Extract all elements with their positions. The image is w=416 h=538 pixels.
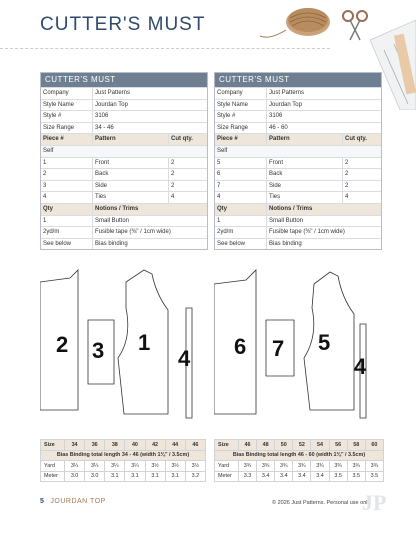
- notion-name: Bias binding: [95, 240, 128, 247]
- yard-cell: 3¼: [105, 461, 125, 472]
- bias-binding-label: Bias Binding total length 46 - 60 (width 1⅜" / 3.5cm): [215, 450, 384, 461]
- meter-cell: 3.5: [365, 471, 383, 482]
- piece-name: Side: [93, 181, 169, 192]
- piece-qty: 2: [345, 182, 349, 189]
- info-label: Style Name: [41, 100, 93, 111]
- col-header: Piece #: [41, 134, 93, 145]
- info-label: Company: [215, 88, 267, 99]
- yard-cell: 3½: [185, 461, 205, 472]
- pattern-layout-46-60: [214, 268, 384, 420]
- meter-cell: 3.4: [311, 471, 329, 482]
- size-cell: 58: [347, 440, 365, 451]
- pattern-name: JOURDAN TOP: [50, 498, 106, 505]
- size-cell: 56: [329, 440, 347, 451]
- meter-cell: 3.1: [145, 471, 165, 482]
- yard-cell: 3¾: [311, 461, 329, 472]
- info-label: Size Range: [41, 123, 93, 134]
- meter-cell: 3.4: [293, 471, 311, 482]
- piece-number: 6: [215, 169, 267, 180]
- scissors-icon: [343, 11, 367, 40]
- size-cell: 50: [275, 440, 293, 451]
- piece-label: 2: [56, 332, 69, 357]
- piece-qty: 2: [345, 171, 349, 178]
- yard-cell: 3¼: [85, 461, 105, 472]
- page-number: 5: [40, 498, 45, 505]
- size-cell: 34: [65, 440, 85, 451]
- col-header: Qty: [215, 204, 267, 215]
- meter-cell: 3.3: [239, 471, 257, 482]
- meter-cell: 3.4: [257, 471, 275, 482]
- notion-name: Small Button: [95, 217, 130, 224]
- meter-cell: 3.5: [347, 471, 365, 482]
- size-cell: 46: [185, 440, 205, 451]
- size-cell: 48: [257, 440, 275, 451]
- piece-label: 4: [354, 354, 367, 379]
- notion-name: Small Button: [269, 217, 304, 224]
- piece-qty: 2: [171, 171, 175, 178]
- piece-qty: 2: [345, 159, 349, 166]
- table-header: CUTTER'S MUST: [215, 73, 381, 87]
- col-header: Cut qty.: [171, 136, 193, 143]
- info-label: Size Range: [215, 123, 267, 134]
- info-value: Jourdan Top: [269, 101, 302, 108]
- row-label: Yard: [215, 461, 239, 472]
- info-value: Just Patterns: [269, 90, 305, 96]
- piece-qty: 4: [171, 194, 175, 201]
- size-cell: 42: [145, 440, 165, 451]
- notion-name: Fusible tape (⅜" / 1cm wide): [269, 229, 345, 236]
- piece-number: 5: [215, 158, 267, 169]
- cutters-must-table-46-60: [214, 72, 382, 250]
- piece-label: 1: [138, 330, 151, 355]
- yard-cell: 3¼: [125, 461, 145, 472]
- piece-label: 4: [178, 346, 191, 371]
- size-label: Size: [41, 440, 65, 451]
- yardage-table-46-60: [214, 439, 384, 482]
- notion-qty: 2yd/m: [41, 227, 93, 238]
- yard-cell: 3¾: [257, 461, 275, 472]
- size-cell: 36: [85, 440, 105, 451]
- col-header: Cut qty.: [345, 136, 367, 143]
- meter-cell: 3.1: [125, 471, 145, 482]
- size-cell: 38: [105, 440, 125, 451]
- row-label: Yard: [41, 461, 65, 472]
- meter-cell: 3.5: [329, 471, 347, 482]
- piece-label: 5: [318, 330, 331, 355]
- piece-qty: 2: [171, 159, 175, 166]
- notion-qty: See below: [215, 239, 267, 250]
- meter-cell: 3.4: [275, 471, 293, 482]
- group-label: Self: [217, 147, 228, 154]
- yard-cell: 3¼: [65, 461, 85, 472]
- copyright-notice: © 2026 Just Patterns. Personal use only.: [272, 500, 372, 506]
- piece-name: Ties: [267, 192, 343, 203]
- piece-number: 2: [41, 169, 93, 180]
- col-header: Pattern: [267, 134, 343, 145]
- piece-number: 4: [215, 192, 267, 203]
- size-label: Size: [215, 440, 239, 451]
- piece-qty: 4: [345, 194, 349, 201]
- yardage-table-34-46: [40, 439, 206, 482]
- size-cell: 40: [125, 440, 145, 451]
- piece-name: Back: [93, 169, 169, 180]
- info-label: Style #: [215, 111, 267, 122]
- piece-qty: 2: [171, 182, 175, 189]
- info-value: 3106: [95, 113, 109, 120]
- notion-qty: 1: [41, 216, 93, 227]
- piece-number: 3: [41, 181, 93, 192]
- size-cell: 46: [239, 440, 257, 451]
- row-label: Meter: [215, 471, 239, 482]
- thread-spool-icon: [260, 8, 330, 37]
- yard-cell: 3½: [145, 461, 165, 472]
- yard-cell: 3½: [165, 461, 185, 472]
- page-title: CUTTER'S MUST: [40, 14, 206, 35]
- info-label: Company: [41, 88, 93, 99]
- table-header: CUTTER'S MUST: [41, 73, 207, 87]
- piece-label: 3: [92, 338, 105, 363]
- piece-name: Back: [267, 169, 343, 180]
- col-header: Notions / Trims: [269, 205, 313, 212]
- size-cell: 52: [293, 440, 311, 451]
- size-cell: 54: [311, 440, 329, 451]
- yard-cell: 3¾: [293, 461, 311, 472]
- size-cell: 44: [165, 440, 185, 451]
- col-header: Piece #: [215, 134, 267, 145]
- piece-name: Ties: [93, 192, 169, 203]
- notion-qty: 2yd/m: [215, 227, 267, 238]
- yard-cell: 3¾: [239, 461, 257, 472]
- group-label: Self: [43, 147, 54, 154]
- yard-cell: 3¾: [329, 461, 347, 472]
- yard-cell: 3¾: [365, 461, 383, 472]
- info-value: Just Patterns: [95, 90, 131, 96]
- yard-cell: 3¾: [347, 461, 365, 472]
- notion-qty: See below: [41, 239, 93, 250]
- info-value: 46 - 60: [269, 124, 288, 131]
- notion-name: Fusible tape (⅜" / 1cm wide): [95, 229, 171, 236]
- col-header: Notions / Trims: [95, 205, 139, 212]
- meter-cell: 3.0: [65, 471, 85, 482]
- piece-label: 7: [272, 336, 285, 361]
- piece-name: Side: [267, 181, 343, 192]
- cutters-must-table-34-46: [40, 72, 208, 250]
- info-label: Style Name: [215, 100, 267, 111]
- meter-cell: 3.0: [85, 471, 105, 482]
- bias-binding-label: Bias Binding total length 34 - 46 (width 1⅜" / 3.5cm): [41, 450, 206, 461]
- yard-cell: 3¾: [275, 461, 293, 472]
- piece-label: 6: [234, 334, 247, 359]
- piece-number: 1: [41, 158, 93, 169]
- piece-number: 7: [215, 181, 267, 192]
- notion-qty: 1: [215, 216, 267, 227]
- meter-cell: 3.2: [185, 471, 205, 482]
- col-header: Qty: [41, 204, 93, 215]
- info-label: Style #: [41, 111, 93, 122]
- info-value: 3106: [269, 113, 283, 120]
- piece-number: 4: [41, 192, 93, 203]
- just-patterns-logo: JP: [362, 490, 387, 515]
- size-cell: 60: [365, 440, 383, 451]
- col-header: Pattern: [93, 134, 169, 145]
- meter-cell: 3.1: [165, 471, 185, 482]
- info-value: 34 - 46: [95, 124, 114, 131]
- page-footer: [40, 498, 106, 505]
- piece-name: Front: [267, 158, 343, 169]
- notion-name: Bias binding: [269, 240, 302, 247]
- meter-cell: 3.1: [105, 471, 125, 482]
- pattern-layout-34-46: [40, 268, 206, 420]
- piece-name: Front: [93, 158, 169, 169]
- info-value: Jourdan Top: [95, 101, 128, 108]
- row-label: Meter: [41, 471, 65, 482]
